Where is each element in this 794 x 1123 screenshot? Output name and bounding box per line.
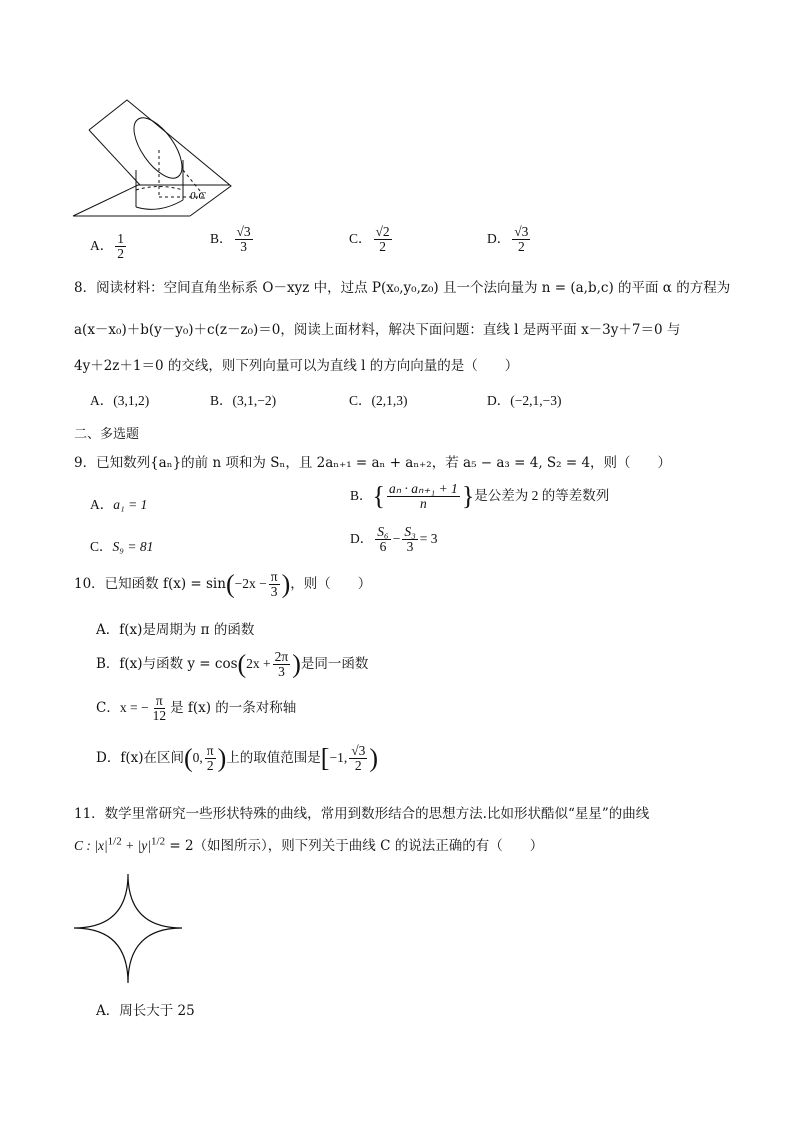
option-label: B．: [210, 393, 233, 408]
frac-den: 2: [354, 758, 362, 774]
option-text: f(x)是周期为 π 的函数: [119, 622, 255, 638]
option-label: B．: [96, 656, 120, 673]
fig-angle-label: 0.C: [190, 190, 206, 202]
option-label: A．: [90, 237, 114, 253]
frac-num: √3: [514, 224, 529, 239]
q8-stem-line3: 4y＋2z＋1＝0 的交线，则下列向量可以为直线 l 的方向向量的是（ ）: [74, 358, 519, 374]
frac-num: 2π: [274, 649, 289, 664]
frac-den: 2: [206, 758, 214, 774]
paren-close: ): [292, 649, 301, 679]
option-text: (3,1,−2): [232, 393, 277, 408]
option-label: D．: [487, 230, 511, 246]
paren-open: (: [183, 743, 193, 773]
exponent: 1/2: [151, 835, 166, 848]
frac-den: 12: [152, 708, 167, 724]
curve-eq: C : |x|: [74, 838, 108, 853]
option-text: a₁ = 1: [113, 497, 148, 512]
paren-close: ): [369, 743, 379, 773]
frac-num: π: [206, 743, 214, 758]
paren-open: (: [225, 569, 235, 599]
option-label: C．: [349, 230, 372, 246]
option-text: S₉ = 81: [112, 539, 154, 554]
option-label: B．: [210, 230, 233, 246]
option-label: C．: [349, 393, 372, 408]
paren-close: ): [217, 743, 227, 773]
option-label: C．: [90, 539, 113, 554]
q8-stem-line2: a(x－x₀)＋b(y－y₀)＋c(z－z₀)＝0，阅读上面材料，解决下面问题：直线 l 是两平面 x－3y＋7＝0 与: [74, 322, 681, 338]
frac-num: 1: [117, 231, 124, 246]
option-text: 是同一函数: [300, 656, 369, 673]
stem-text: = 2（如图所示），则下列关于曲线 C 的说法正确的有（ ）: [165, 838, 544, 854]
curve-eq: + |y|: [121, 838, 152, 853]
stem-text: −2x −: [234, 576, 267, 592]
option-text: x = −: [119, 700, 149, 716]
option-text: f(x)在区间: [120, 750, 184, 767]
option-text: (−2,1,−3): [510, 393, 562, 408]
frac-num: √3: [236, 224, 251, 239]
frac-num: √2: [375, 224, 390, 239]
option-label: D．: [96, 750, 121, 767]
option-label: A．: [90, 393, 114, 408]
brace-open: {: [372, 481, 385, 511]
frac-den: n: [420, 496, 427, 512]
frac-den: 2: [517, 239, 525, 255]
frac-num: S₃: [404, 524, 416, 539]
minus-sign: −: [392, 530, 401, 546]
option-text: (3,1,2): [113, 393, 150, 408]
option-text: −1,: [329, 750, 348, 766]
option-text: 0,: [192, 750, 203, 766]
option-text: 2x +: [246, 656, 271, 672]
paren-close: ): [281, 569, 291, 599]
exponent: 1/2: [107, 835, 122, 848]
option-label: A．: [90, 497, 114, 512]
option-label: B．: [350, 487, 373, 503]
frac-num: π: [270, 569, 278, 584]
option-label: D．: [487, 393, 511, 408]
frac-den: 3: [240, 239, 247, 255]
option-label: A．: [96, 1003, 120, 1019]
frac-den: 3: [406, 539, 414, 555]
option-text: = 3: [419, 530, 438, 546]
q9-stem: 9．已知数列{aₙ}的前 n 项和为 Sₙ，且 2aₙ₊₁ = aₙ + aₙ₊₂，若 a₅ − a₃ = 4, S₂ = 4，则（ ）: [74, 455, 672, 471]
option-label: D．: [350, 530, 374, 546]
option-label: C．: [96, 700, 120, 717]
frac-den: 2: [117, 246, 124, 262]
option-text: (2,1,3): [371, 393, 408, 408]
frac-num: aₙ · aₙ₊₁ + 1: [389, 481, 458, 496]
option-label: A．: [96, 622, 120, 638]
option-text: f(x)与函数 y = cos: [119, 656, 238, 673]
q8-stem-line1: 8．阅读材料：空间直角坐标系 O－xyz 中，过点 P(x₀,y₀,z₀) 且一个法向量为 n = (a,b,c) 的平面 α 的方程为: [74, 280, 731, 296]
q11-stem-line1: 11．数学里常研究一些形状特殊的曲线，常用到数形结合的思想方法.比如形状酷似“星星”的曲线: [74, 806, 650, 822]
frac-den: 3: [270, 584, 278, 600]
frac-den: 2: [379, 239, 386, 255]
frac-num: S₆: [377, 524, 389, 539]
brace-close: }: [461, 481, 475, 511]
stem-text: ，则（ ）: [290, 576, 372, 593]
option-text: 是公差为 2 的等差数列: [474, 487, 610, 503]
bracket-open: [: [320, 743, 330, 773]
option-text: 上的取值范围是: [226, 750, 321, 767]
q11-option-a[interactable]: [96, 999, 195, 1019]
option-text: 周长大于 25: [119, 1003, 195, 1019]
frac-num: π: [155, 693, 163, 708]
section-heading: 二、多选题: [74, 427, 140, 442]
option-text: 是 f(x) 的一条对称轴: [170, 700, 297, 717]
frac-den: 6: [379, 539, 387, 555]
stem-text: 10．已知函数 f(x) = sin: [74, 576, 226, 593]
frac-num: √3: [351, 743, 366, 758]
paren-open: (: [237, 649, 247, 679]
frac-den: 3: [278, 664, 285, 680]
